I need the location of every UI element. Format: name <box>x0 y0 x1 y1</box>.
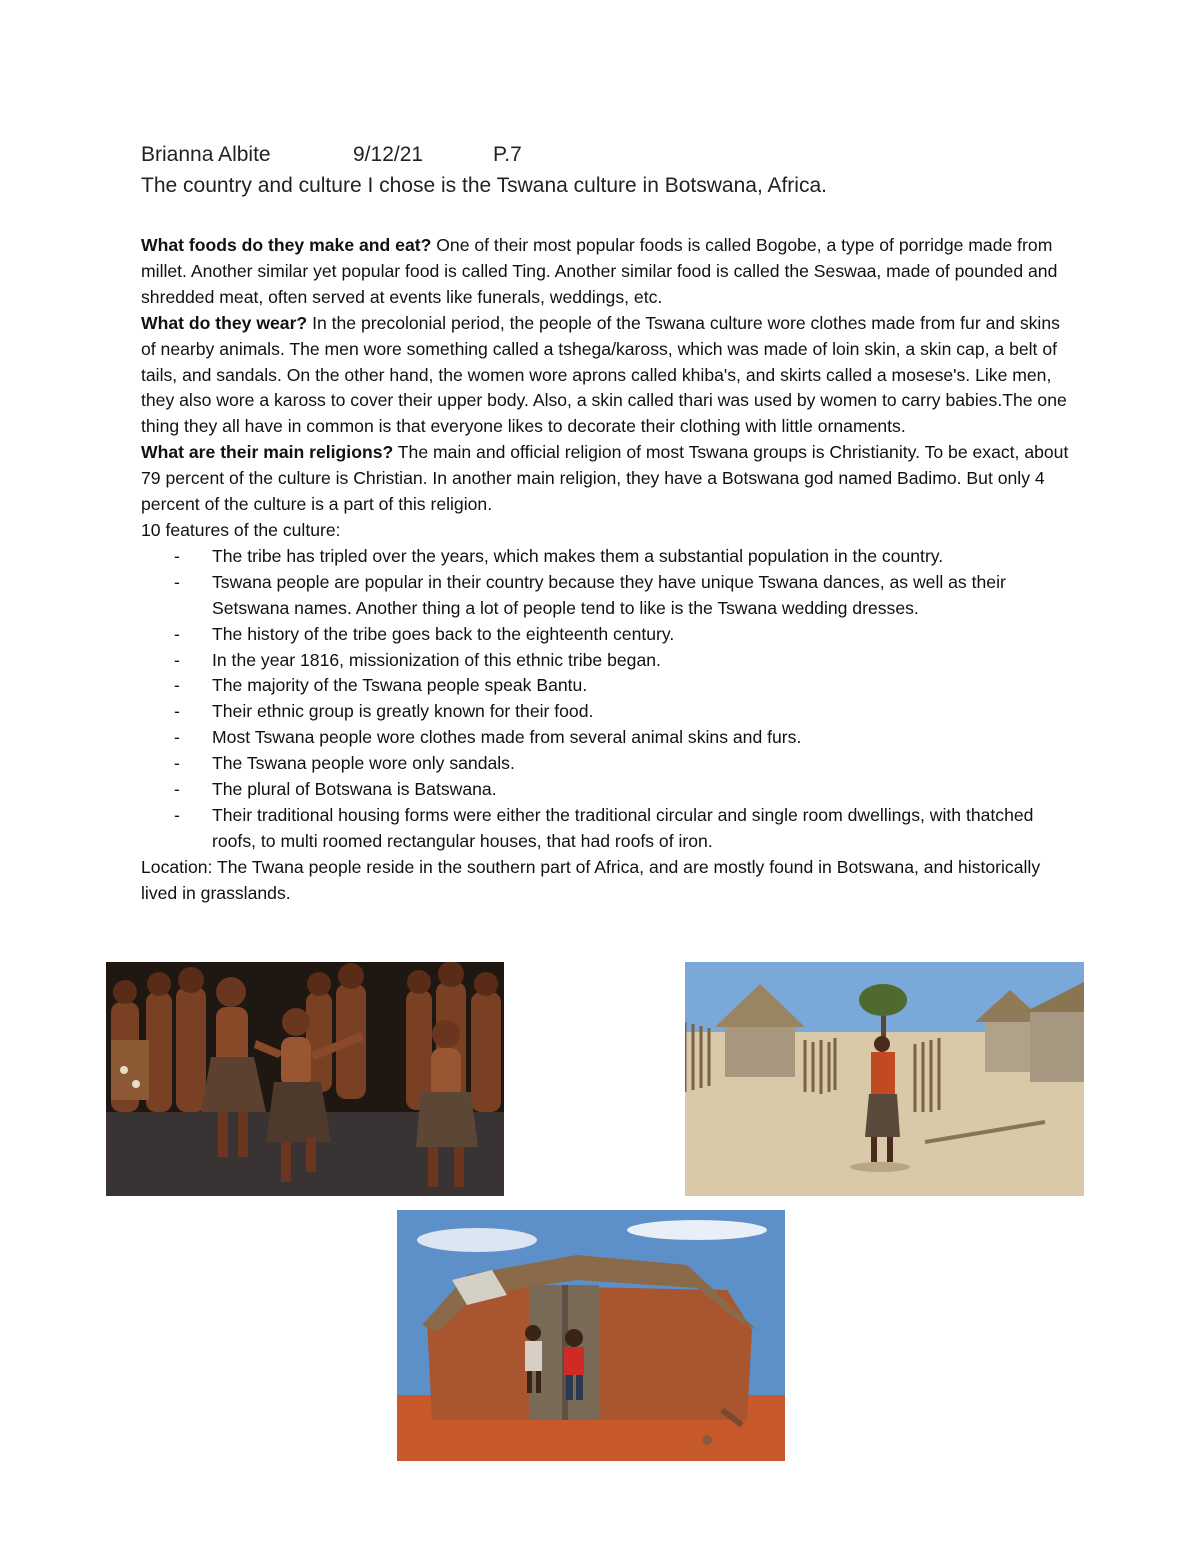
location-paragraph: Location: The Twana people reside in the southern part of Africa, and are mostly found in Botswana, and historically lived in grasslands. <box>141 856 1041 903</box>
bullet-dash: - <box>174 571 180 592</box>
bullet-dash: - <box>174 675 180 696</box>
dancers-photo <box>106 962 504 1196</box>
list-item: - The Tswana people wore only sandals. <box>141 751 1071 777</box>
mud-hut-photo <box>397 1210 785 1461</box>
features-list <box>141 544 1071 855</box>
dancers-illustration <box>106 962 504 1196</box>
list-item: - In the year 1816, missionization of this ethnic tribe began. <box>141 648 1071 674</box>
village-illustration <box>685 962 1084 1196</box>
list-item: - Tswana people are popular in their country because they have unique Tswana dances, as well as their Setswana names. Another thing a lot of people tend to like is the Tswana wedding dresses. <box>174 571 1006 618</box>
header-line <box>141 143 522 167</box>
bullet-dash: - <box>174 804 180 825</box>
list-item: - Their traditional housing forms were either the traditional circular and single room dwellings, with thatched roofs, to multi roomed rectangular houses, that had roofs of iron. <box>174 804 1034 851</box>
clothing-paragraph <box>141 311 1071 441</box>
list-item: - Their ethnic group is greatly known for their food. <box>141 699 1071 725</box>
list-item: - The plural of Botswana is Batswana. <box>141 777 1071 803</box>
features-heading: 10 features of the culture: <box>141 519 341 540</box>
document-date: 9/12/21 <box>353 143 424 166</box>
document-body <box>141 233 1071 907</box>
list-item: - Most Tswana people wore clothes made from several animal skins and furs. <box>141 725 1071 751</box>
list-item: - The majority of the Tswana people speak Bantu. <box>141 673 1071 699</box>
religion-paragraph <box>141 440 1071 518</box>
bullet-dash: - <box>174 545 180 566</box>
bullet-dash: - <box>174 701 180 722</box>
bullet-dash: - <box>174 727 180 748</box>
religion-answer: The main and official religion of most Tswana groups is Christianity. To be exact, about 79 percent of the culture is Christian. In another main religion, they have a Botswana god named Badimo. But only 4 percent of the culture is a part of this religion. <box>141 442 1069 515</box>
list-item: - The history of the tribe goes back to the eighteenth century. <box>141 622 1071 648</box>
foods-answer: One of their most popular foods is called Bogobe, a type of porridge made from millet. Another similar yet popular food is called Ting. Another similar food is called the Seswaa, made of pounded and shredded meat, often served at events like funerals, weddings, etc. <box>141 235 1058 307</box>
mud-hut-illustration <box>397 1210 785 1461</box>
foods-question: What foods do they make and eat? <box>141 235 432 255</box>
intro-sentence: The country and culture I chose is the Tswana culture in Botswana, Africa. <box>141 174 827 197</box>
religion-question: What are their main religions? <box>141 442 394 463</box>
foods-paragraph <box>141 233 1071 311</box>
class-period: P.7 <box>493 143 522 166</box>
bullet-dash: - <box>174 753 180 774</box>
bullet-dash: - <box>174 649 180 670</box>
bullet-dash: - <box>174 779 180 800</box>
clothing-question: What do they wear? <box>141 312 308 333</box>
list-item: - The tribe has tripled over the years, which makes them a substantial population in the country. <box>141 544 1071 570</box>
clothing-answer: In the precolonial period, the people of the Tswana culture wore clothes made from fur and skins of nearby animals. The men wore something called a tshega/kaross, which was made of loin skin, a skin cap, a belt of tails, and sandals. On the other hand, the women wore aprons called khiba's, and skirts called a mosese's. Like men, they also wore a kaross to cover their upper body. Also, a skin called thari was used by women to carry babies.The one thing they all have in common is that everyone likes to decorate their clothing with little ornaments. <box>141 312 1067 437</box>
bullet-dash: - <box>174 623 180 644</box>
village-photo <box>685 962 1084 1196</box>
author-name: Brianna Albite <box>141 143 271 166</box>
